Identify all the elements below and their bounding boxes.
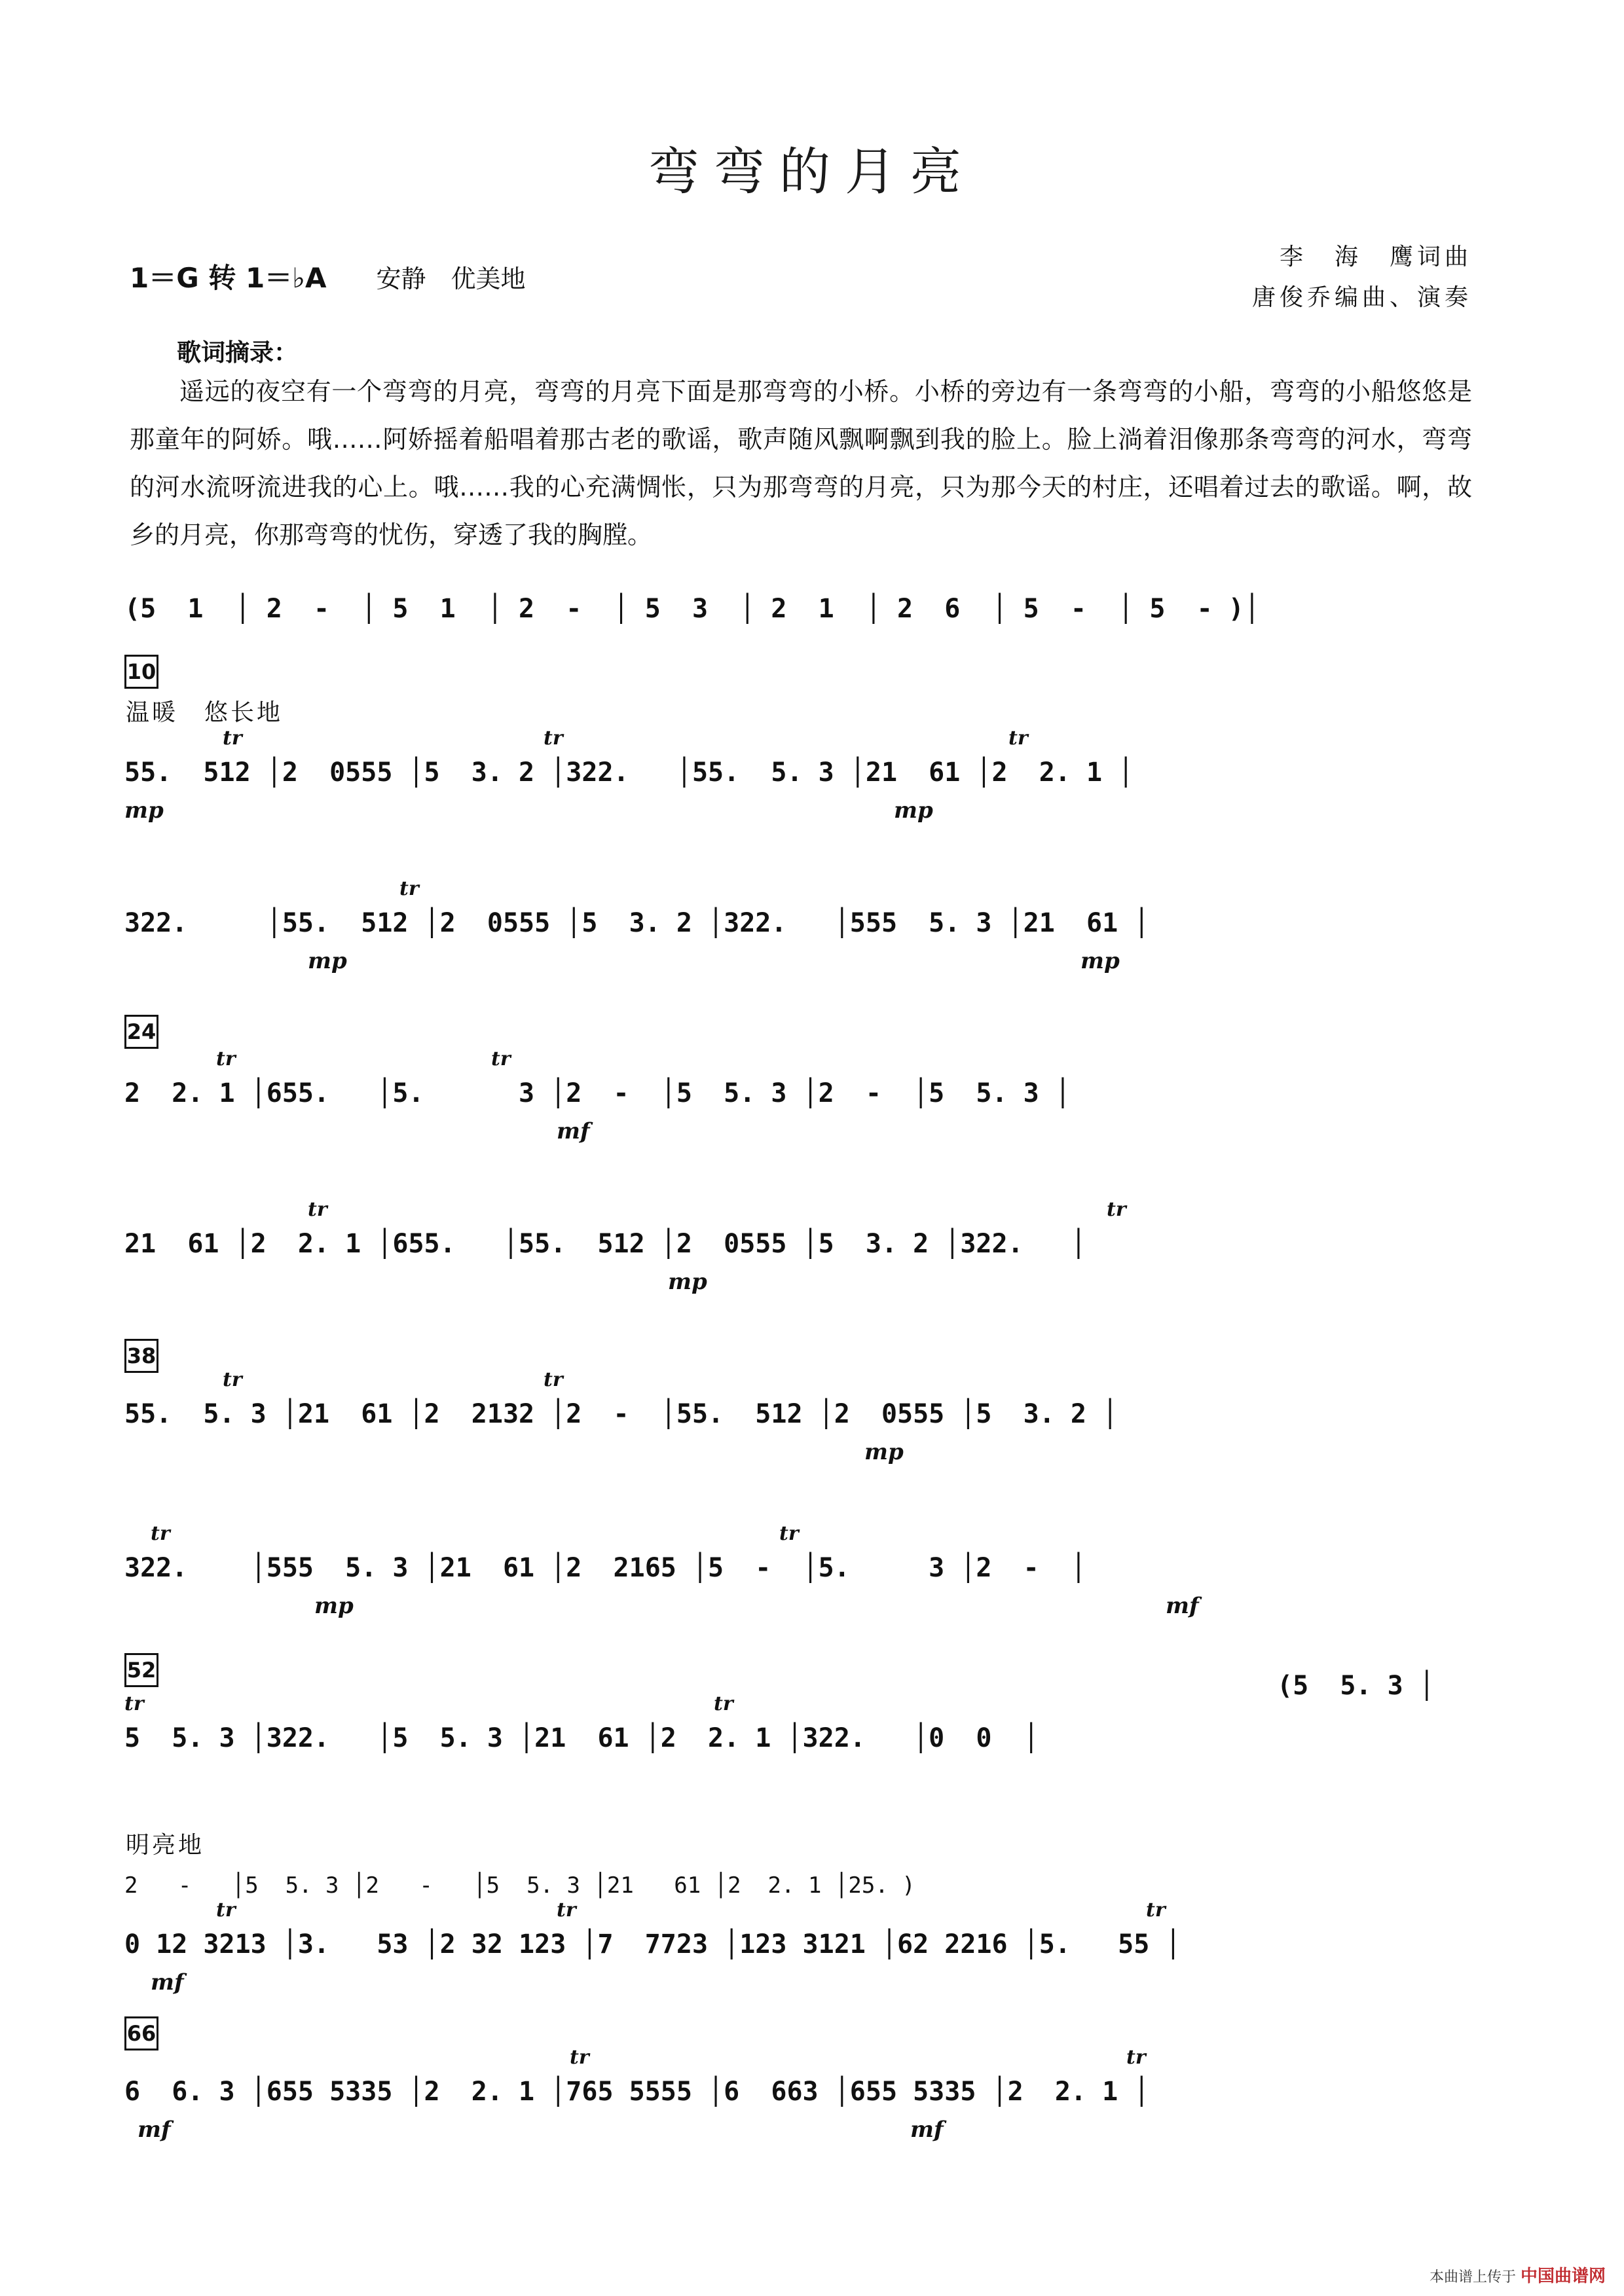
credit-arranger: 唐俊乔编曲、演奏 xyxy=(1251,284,1472,311)
rehearsal-mark: 52 xyxy=(124,1653,158,1687)
dynamic-mark: mp xyxy=(668,1269,707,1295)
footer-text: 本曲谱上传于 xyxy=(1429,2269,1516,2286)
lyrics-text: 遥远的夜空有一个弯弯的月亮，弯弯的月亮下面是那弯弯的小桥。小桥的旁边有一条弯弯的小船，弯弯的小船悠悠是那童年的阿娇。哦……阿娇摇着船唱着那古老的歌谣，歌声随风飘啊飘到我的脸上。脸上淌着泪像那条弯弯的河水，弯弯的河水流呀流进我的心上。哦……我的心充满惆怅，只为那弯弯的月亮，只为那今天的村庄，还唱着过去的歌谣。啊，故乡的月亮，你那弯弯的忧伤，穿透了我的胸膛。 xyxy=(130,377,1472,549)
lyrics-heading: 歌词摘录： xyxy=(177,338,298,367)
trill-mark: tr xyxy=(491,1048,511,1070)
mood-marking: 安静 优美地 xyxy=(376,264,526,293)
dynamic-mark: mf xyxy=(138,2117,171,2143)
notation-line: 322. │555 5. 3 │21 61 │2 2165 │5 - │5. 3 │2 - │ xyxy=(124,1553,1087,1583)
staff-system xyxy=(124,2046,1486,2151)
staff-system xyxy=(124,727,1486,831)
trill-mark: tr xyxy=(399,877,419,900)
key-signature-line xyxy=(130,257,526,296)
staff-system xyxy=(124,1522,1486,1627)
dynamic-mark: mf xyxy=(151,1969,184,1995)
staff-system xyxy=(124,1198,1486,1303)
notation-line: 21 61 │2 2. 1 │655. │55. 512 │2 0555 │5 3. 2 │322. │ xyxy=(124,1229,1087,1259)
rehearsal-mark: 10 xyxy=(124,655,158,689)
trill-mark: tr xyxy=(151,1522,170,1545)
notation-line: 0 12 3213 │3. 53 │2 32 123 │7 7723 │123 3121 │62 2216 │5. 55 │ xyxy=(124,1929,1181,1959)
notation-line: 2 - │5 5. 3 │2 - │5 5. 3 │21 61 │2 2. 1 │25. ) xyxy=(124,1872,915,1899)
tempo-marking: 明亮地 xyxy=(126,1832,205,1859)
notation-line: 55. 5. 3 │21 61 │2 2132 │2 - │55. 512 │2 0555 │5 3. 2 │ xyxy=(124,1399,1118,1429)
trill-mark: tr xyxy=(1126,2046,1146,2069)
trill-mark: tr xyxy=(1107,1198,1126,1221)
trill-mark: tr xyxy=(557,1899,576,1922)
dynamic-mark: mp xyxy=(894,797,933,824)
trill-mark: tr xyxy=(308,1198,327,1221)
staff-system xyxy=(124,1368,1486,1473)
notation-line: 55. 512 │2 0555 │5 3. 2 │322. │55. 5. 3 │21 61 │2 2. 1 │ xyxy=(124,757,1134,788)
notation-line: 322. │55. 512 │2 0555 │5 3. 2 │322. │555 5. 3 │21 61 │ xyxy=(124,908,1150,938)
staff-system xyxy=(124,1692,1486,1797)
dynamic-mark: mf xyxy=(1166,1593,1199,1619)
trill-mark: tr xyxy=(216,1899,236,1922)
dynamic-mark: mp xyxy=(314,1593,354,1619)
dynamic-mark: mp xyxy=(308,948,347,974)
dynamic-mark: mp xyxy=(864,1439,904,1465)
notation-line: (5 5. 3 │ xyxy=(1277,1671,1435,1701)
staff-system xyxy=(124,589,1486,668)
trill-mark: tr xyxy=(544,727,563,750)
trill-mark: tr xyxy=(570,2046,589,2069)
staff-system xyxy=(124,1048,1486,1152)
trill-mark: tr xyxy=(779,1522,799,1545)
tempo-marking: 温暖 悠长地 xyxy=(126,699,284,726)
rehearsal-mark: 24 xyxy=(124,1015,158,1049)
notation-line: 5 5. 3 │322. │5 5. 3 │21 61 │2 2. 1 │322. │0 0 │ xyxy=(124,1723,1039,1753)
notation-line: (5 1 │ 2 - │ 5 1 │ 2 - │ 5 3 │ 2 1 │ 2 6 │ 5 - │ 5 - )│ xyxy=(124,594,1260,624)
trill-mark: tr xyxy=(223,1368,242,1391)
trill-mark: tr xyxy=(1146,1899,1166,1922)
trill-mark: tr xyxy=(1008,727,1028,750)
credit-composer: 李 海 鹰词曲 xyxy=(1279,244,1472,270)
rehearsal-mark: 66 xyxy=(124,2016,158,2050)
trill-mark: tr xyxy=(124,1692,144,1715)
staff-system xyxy=(124,1899,1486,2003)
dynamic-mark: mp xyxy=(1080,948,1120,974)
notation-line: 2 2. 1 │655. │5. 3 │2 - │5 5. 3 │2 - │5 5. 3 │ xyxy=(124,1078,1071,1108)
rehearsal-mark: 38 xyxy=(124,1339,158,1373)
trill-mark: tr xyxy=(216,1048,236,1070)
trill-mark: tr xyxy=(714,1692,733,1715)
credits xyxy=(1252,237,1472,318)
dynamic-mark: mf xyxy=(910,2117,944,2143)
trill-mark: tr xyxy=(544,1368,563,1391)
dynamic-mark: mf xyxy=(557,1118,590,1144)
site-logo[interactable]: 中国曲谱网 xyxy=(1520,2267,1606,2286)
trill-mark: tr xyxy=(223,727,242,750)
staff-system xyxy=(124,877,1486,982)
dynamic-mark: mp xyxy=(124,797,164,824)
key-signature: 1＝G 转 1＝♭A xyxy=(130,262,327,294)
footer-credit xyxy=(1430,2263,1606,2287)
page-title: 弯弯的月亮 xyxy=(648,143,976,202)
notation-line: 6 6. 3 │655 5335 │2 2. 1 │765 5555 │6 663 │655 5335 │2 2. 1 │ xyxy=(124,2077,1150,2107)
